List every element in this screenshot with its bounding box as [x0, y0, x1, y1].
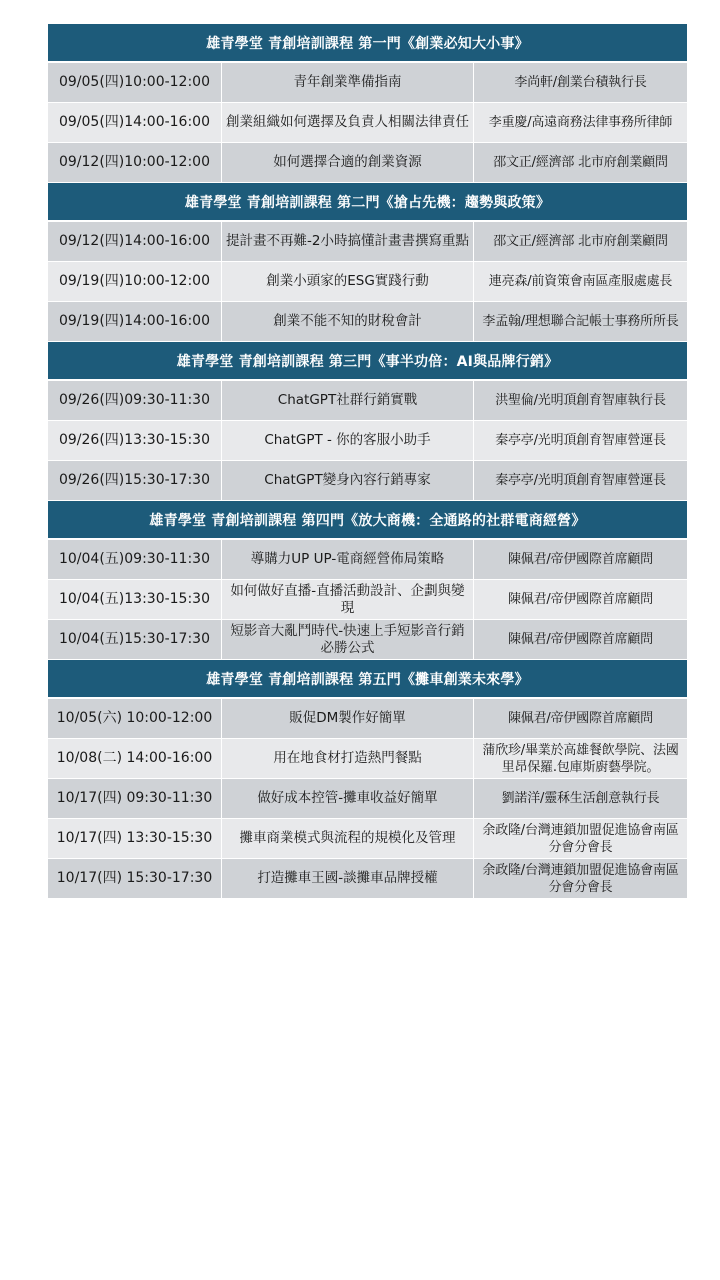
session-time-cell: 10/04(五)13:30-15:30 [48, 580, 222, 619]
module-header: 雄青學堂 青創培訓課程 第二門《搶占先機：趨勢與政策》 [48, 183, 687, 222]
table-row [48, 859, 687, 899]
table-row [48, 699, 687, 739]
course-schedule-table [48, 24, 687, 899]
session-speaker-cell: 洪聖倫/光明頂創育智庫執行長 [474, 381, 687, 420]
session-speaker-cell: 余政隆/台灣連鎖加盟促進協會南區分會分會長 [474, 819, 687, 858]
session-topic-cell: 如何選擇合適的創業資源 [222, 143, 474, 182]
session-time-cell: 10/17(四) 15:30-17:30 [48, 859, 222, 898]
session-time-cell: 09/12(四)14:00-16:00 [48, 222, 222, 261]
table-row [48, 580, 687, 620]
session-topic-cell: 提計畫不再難-2小時搞懂計畫書撰寫重點 [222, 222, 474, 261]
session-time-cell: 10/17(四) 13:30-15:30 [48, 819, 222, 858]
session-speaker-cell: 陳佩君/帝伊國際首席顧問 [474, 540, 687, 579]
session-time-cell: 10/17(四) 09:30-11:30 [48, 779, 222, 818]
session-topic-cell: 打造攤車王國-談攤車品牌授權 [222, 859, 474, 898]
module-header: 雄青學堂 青創培訓課程 第三門《事半功倍：AI與品牌行銷》 [48, 342, 687, 381]
table-row [48, 779, 687, 819]
session-speaker-cell: 余政隆/台灣連鎖加盟促進協會南區分會分會長 [474, 859, 687, 898]
session-topic-cell: 創業不能不知的財稅會計 [222, 302, 474, 341]
session-speaker-cell: 劉諾洋/靈秝生活創意執行長 [474, 779, 687, 818]
session-time-cell: 09/26(四)13:30-15:30 [48, 421, 222, 460]
table-row [48, 262, 687, 302]
module-header: 雄青學堂 青創培訓課程 第四門《放大商機：全通路的社群電商經營》 [48, 501, 687, 540]
session-time-cell: 09/26(四)09:30-11:30 [48, 381, 222, 420]
session-speaker-cell: 秦亭亭/光明頂創育智庫營運長 [474, 421, 687, 460]
session-time-cell: 09/19(四)14:00-16:00 [48, 302, 222, 341]
table-row [48, 461, 687, 501]
table-row [48, 63, 687, 103]
session-speaker-cell: 邵文正/經濟部 北市府創業顧問 [474, 222, 687, 261]
table-row [48, 540, 687, 580]
session-topic-cell: ChatGPT社群行銷實戰 [222, 381, 474, 420]
session-topic-cell: ChatGPT - 你的客服小助手 [222, 421, 474, 460]
table-row [48, 739, 687, 779]
session-speaker-cell: 陳佩君/帝伊國際首席顧問 [474, 620, 687, 659]
session-topic-cell: 如何做好直播-直播活動設計、企劃與變現 [222, 580, 474, 619]
table-row [48, 620, 687, 660]
session-time-cell: 09/12(四)10:00-12:00 [48, 143, 222, 182]
session-speaker-cell: 邵文正/經濟部 北市府創業顧問 [474, 143, 687, 182]
session-topic-cell: ChatGPT變身內容行銷專家 [222, 461, 474, 500]
session-time-cell: 10/05(六) 10:00-12:00 [48, 699, 222, 738]
table-row [48, 302, 687, 342]
session-speaker-cell: 秦亭亭/光明頂創育智庫營運長 [474, 461, 687, 500]
session-topic-cell: 販促DM製作好簡單 [222, 699, 474, 738]
session-topic-cell: 攤車商業模式與流程的規模化及管理 [222, 819, 474, 858]
session-speaker-cell: 李尚軒/創業台積執行長 [474, 63, 687, 102]
table-row [48, 421, 687, 461]
session-topic-cell: 短影音大亂鬥時代-快速上手短影音行銷必勝公式 [222, 620, 474, 659]
session-topic-cell: 導購力UP UP-電商經營佈局策略 [222, 540, 474, 579]
session-topic-cell: 創業小頭家的ESG實踐行動 [222, 262, 474, 301]
session-time-cell: 09/05(四)14:00-16:00 [48, 103, 222, 142]
module-header: 雄青學堂 青創培訓課程 第五門《攤車創業未來學》 [48, 660, 687, 699]
session-time-cell: 09/26(四)15:30-17:30 [48, 461, 222, 500]
session-speaker-cell: 連亮森/前資策會南區產服處處長 [474, 262, 687, 301]
session-speaker-cell: 李孟翰/理想聯合記帳士事務所所長 [474, 302, 687, 341]
session-speaker-cell: 蒲欣珍/畢業於高雄餐飲學院、法國里昂保羅.包庫斯廚藝學院。 [474, 739, 687, 778]
session-time-cell: 10/08(二) 14:00-16:00 [48, 739, 222, 778]
module-header: 雄青學堂 青創培訓課程 第一門《創業必知大小事》 [48, 24, 687, 63]
table-row [48, 381, 687, 421]
session-topic-cell: 創業組織如何選擇及負責人相關法律責任 [222, 103, 474, 142]
session-speaker-cell: 陳佩君/帝伊國際首席顧問 [474, 580, 687, 619]
session-time-cell: 10/04(五)15:30-17:30 [48, 620, 222, 659]
session-topic-cell: 青年創業準備指南 [222, 63, 474, 102]
table-row [48, 222, 687, 262]
session-speaker-cell: 李重慶/高遠商務法律事務所律師 [474, 103, 687, 142]
session-topic-cell: 做好成本控管-攤車收益好簡單 [222, 779, 474, 818]
table-row [48, 819, 687, 859]
session-topic-cell: 用在地食材打造熱門餐點 [222, 739, 474, 778]
session-time-cell: 09/19(四)10:00-12:00 [48, 262, 222, 301]
table-row [48, 103, 687, 143]
session-time-cell: 09/05(四)10:00-12:00 [48, 63, 222, 102]
table-row [48, 143, 687, 183]
session-speaker-cell: 陳佩君/帝伊國際首席顧問 [474, 699, 687, 738]
session-time-cell: 10/04(五)09:30-11:30 [48, 540, 222, 579]
